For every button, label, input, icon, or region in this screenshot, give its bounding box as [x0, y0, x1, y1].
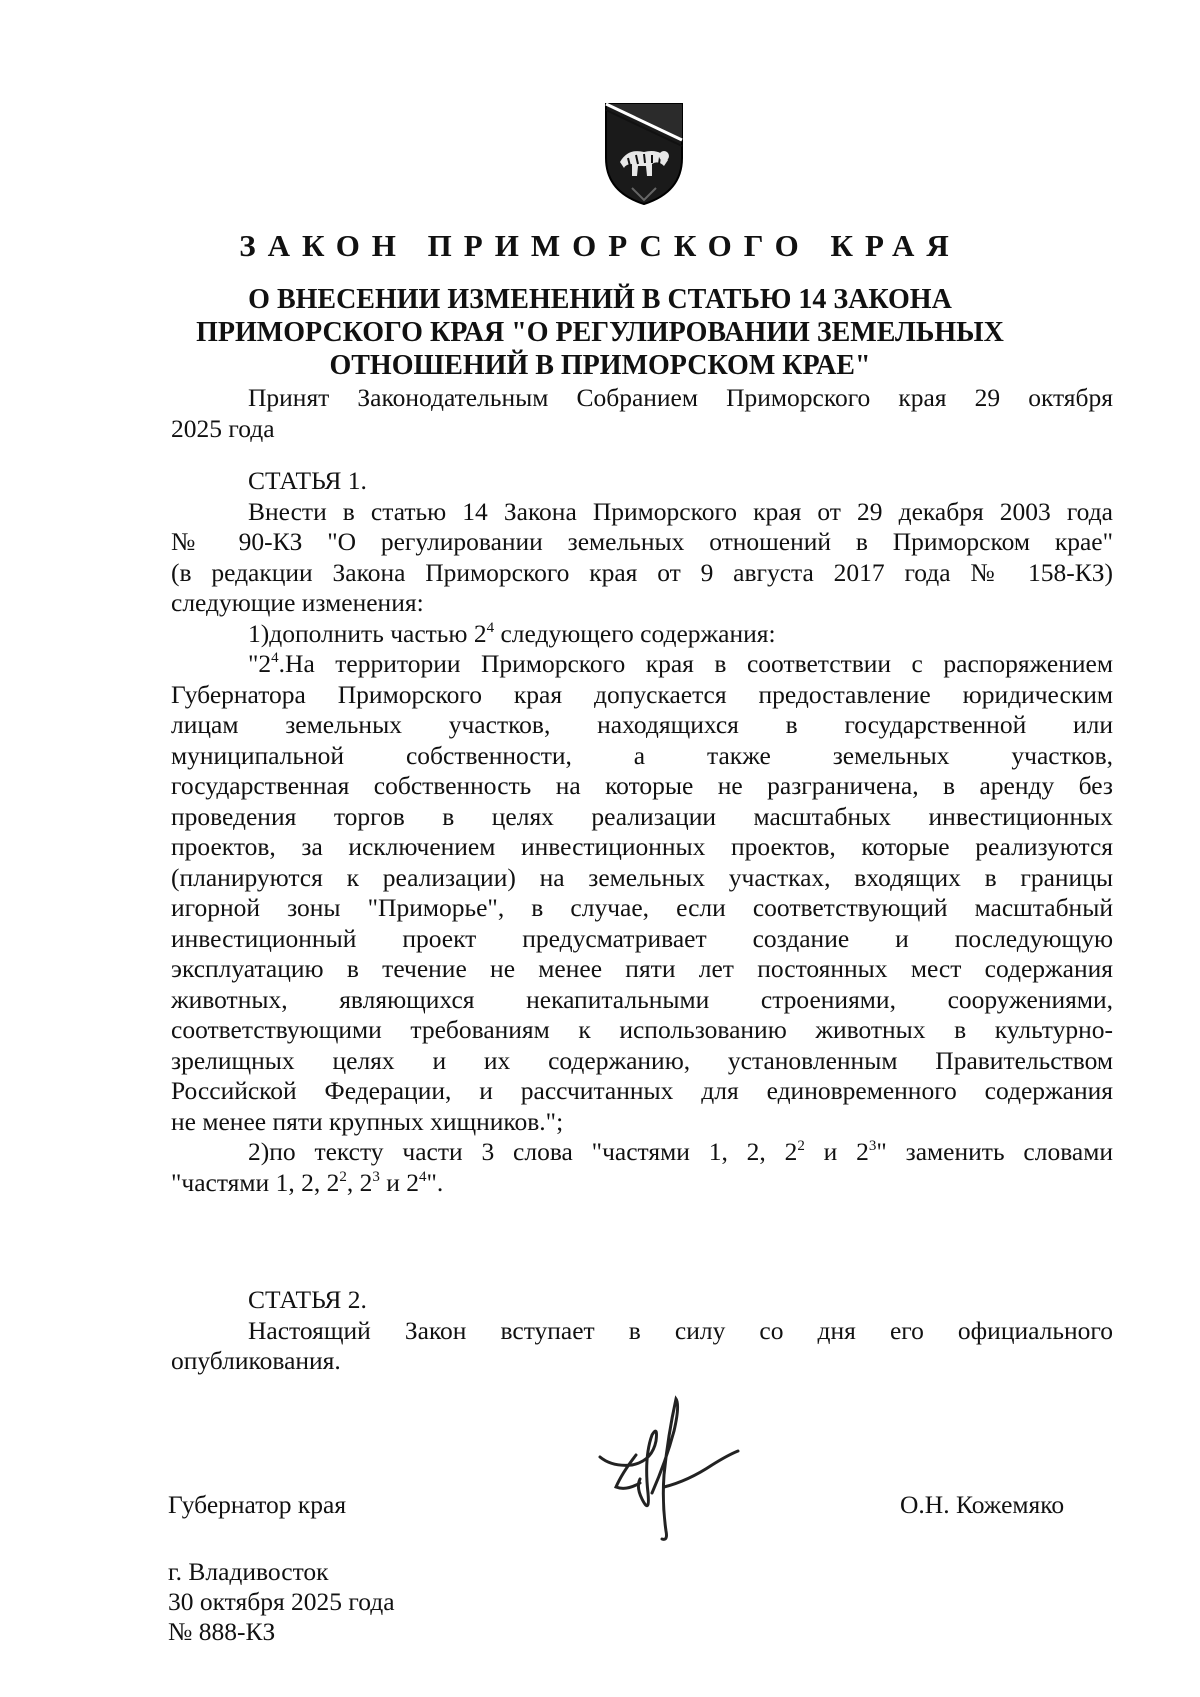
quoted-text-line: Губернатора Приморского края допускается предоставление юридическим	[171, 679, 1113, 709]
subtitle-line: ПРИМОРСКОГО КРАЯ "О РЕГУЛИРОВАНИИ ЗЕМЕЛЬНЫХ	[196, 317, 1004, 348]
issue-date: 30 октября 2025 года	[168, 1587, 395, 1616]
article-1-intro-line: Внести в статью 14 Закона Приморского края от 29 декабря 2003 года	[248, 496, 1113, 526]
amendment-item-2-continued: "частями 1, 2, $2^2$, $2^3$ и $2^4$".	[171, 1167, 444, 1197]
article-1-heading: СТАТЬЯ 1.	[248, 466, 367, 495]
subtitle-line: О ВНЕСЕНИИ ИЗМЕНЕНИЙ В СТАТЬЮ 14 ЗАКОНА	[248, 284, 952, 315]
article-1	[171, 466, 1113, 1198]
article-1-intro-line: (в редакции Закона Приморского края от 9 августа 2017 года № 158-КЗ)	[171, 557, 1113, 587]
quoted-text-line: Российской Федерации, и рассчитанных для единовременного содержания	[171, 1076, 1113, 1105]
quoted-text-last-line: не менее пяти крупных хищников.";	[171, 1106, 564, 1136]
governor-position: Губернатор края	[168, 1490, 347, 1519]
article-1-intro-line: № 90-КЗ "О регулировании земельных отношений в Приморском крае"	[171, 527, 1113, 556]
adoption-note	[171, 383, 1113, 444]
quoted-text-line: муниципальной собственности, а также земельных участков,	[171, 740, 1113, 770]
coat-of-arms-emblem	[602, 100, 686, 208]
article-2-line: опубликования.	[171, 1346, 341, 1375]
quoted-text-line: лицам земельных участков, находящихся в государственной или	[171, 710, 1113, 739]
law-title: ЗАКОН ПРИМОРСКОГО КРАЯ	[239, 228, 961, 263]
law-subtitle	[0, 283, 1200, 382]
quoted-text-line: зрелищных целях и их содержанию, установленным Правительством	[171, 1045, 1113, 1075]
quoted-text-line: проектов, за исключением инвестиционных проектов, которые реализуются	[171, 832, 1113, 861]
quoted-text-first-line: "$2^4.На$ территории Приморского края в соответствии с распоряжением	[248, 649, 1113, 678]
adoption-line-1: Принят Законодательным Собранием Приморского края 29 октября	[248, 383, 1113, 412]
subtitle-line: ОТНОШЕНИЙ В ПРИМОРСКОМ КРАЕ"	[329, 350, 871, 381]
handwritten-signature	[592, 1395, 742, 1543]
quoted-text-line: соответствующими требованиям к использованию животных в культурно-	[171, 1015, 1113, 1044]
quoted-text-line: государственная собственность на которые не разграничена, в аренду без	[171, 771, 1113, 800]
article-2-line: Настоящий Закон вступает в силу со дня его официального	[248, 1315, 1113, 1345]
quoted-text-line: эксплуатацию в течение не менее пяти лет постоянных мест содержания	[171, 954, 1113, 983]
amendment-item-2: 2)по тексту части 3 слова "частями 1, 2, $2^2$ и $2^3$" заменить словами	[248, 1137, 1113, 1166]
adoption-line-2: 2025 года	[171, 413, 275, 443]
article-1-intro-last: следующие изменения:	[171, 588, 424, 617]
law-number: № 888-КЗ	[168, 1617, 276, 1646]
quoted-text-line: проведения торгов в целях реализации масштабных инвестиционных	[171, 801, 1113, 831]
amendment-item-1: 1)дополнить частью $2^4$ следующего содержания:	[248, 618, 776, 648]
quoted-text-line: игорной зоны "Приморье", в случае, если соответствующий масштабный	[171, 893, 1113, 922]
article-2	[171, 1285, 1113, 1377]
quoted-text-line: животных, являющихся некапитальными строениями, сооружениями,	[171, 984, 1113, 1014]
quoted-text-line: инвестиционный проект предусматривает создание и последующую	[171, 923, 1113, 953]
article-2-heading: СТАТЬЯ 2.	[248, 1285, 367, 1314]
issue-details	[168, 1557, 395, 1647]
quoted-text-line: (планируются к реализации) на земельных участках, входящих в границы	[171, 862, 1113, 892]
governor-name: О.Н. Кожемяко	[900, 1490, 1065, 1519]
issue-city: г. Владивосток	[168, 1557, 329, 1586]
